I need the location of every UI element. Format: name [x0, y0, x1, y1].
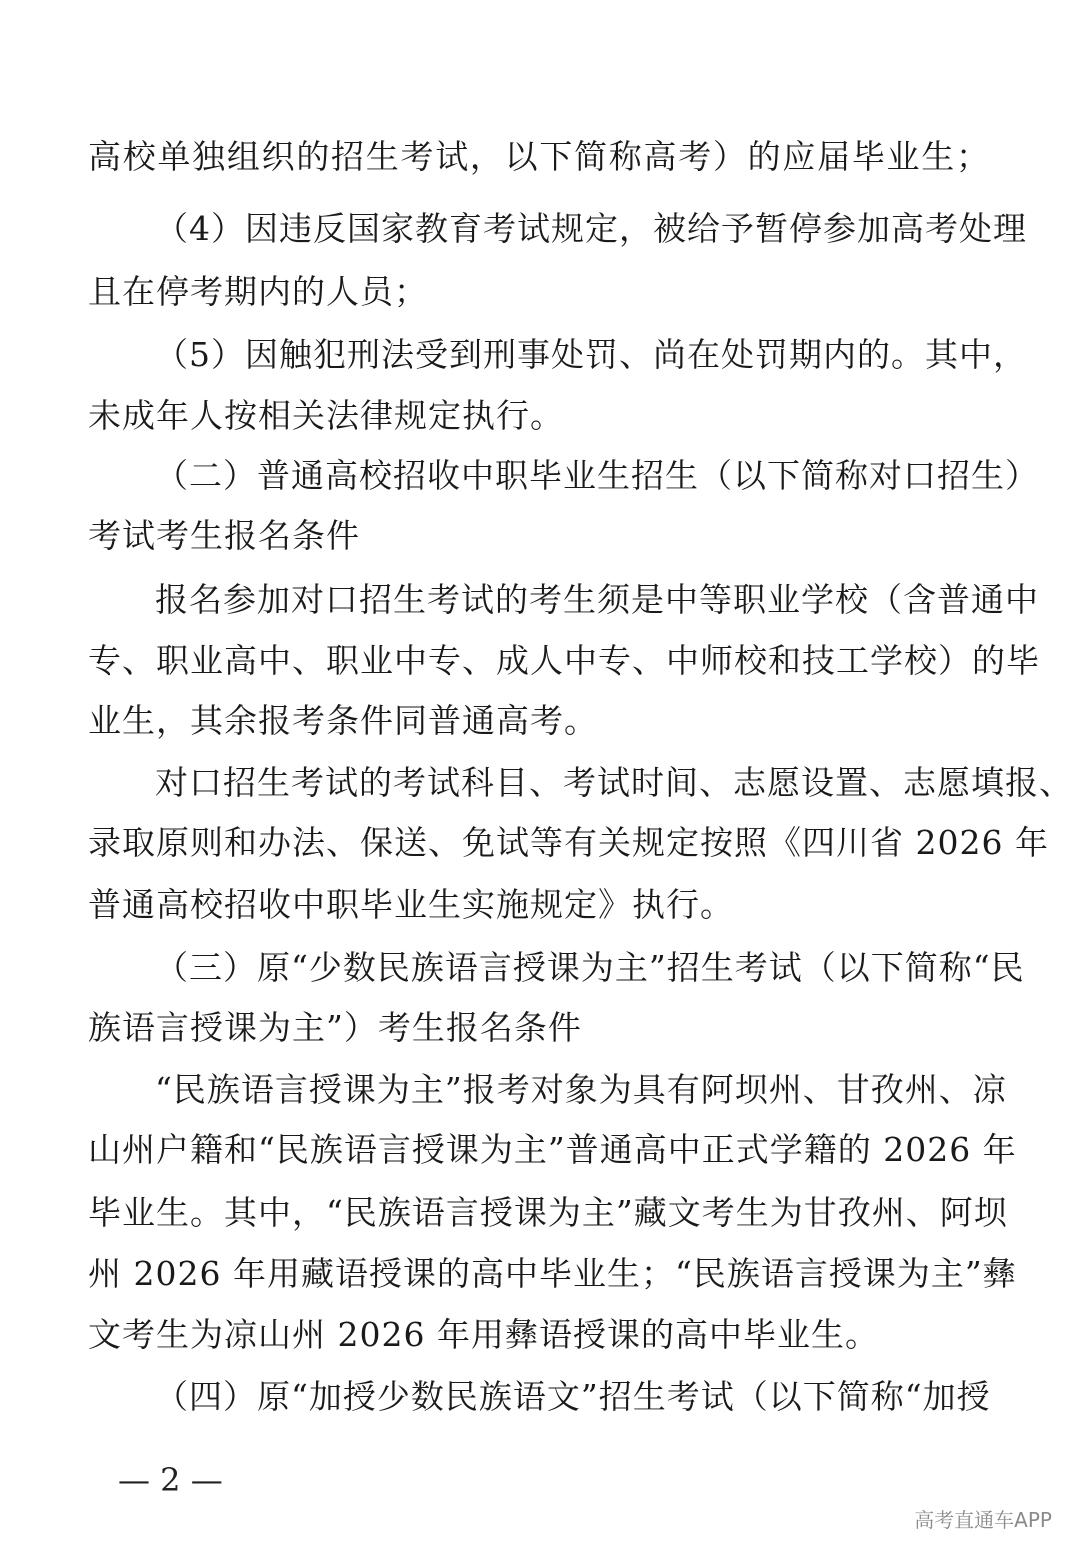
text-line-1: 高校单独组织的招生考试，以下简称高考）的应届毕业生； [88, 137, 990, 176]
section-heading-3: （三）原“少数民族语言授课为主”招生考试（以下简称“民 [155, 948, 1025, 987]
text-line-12: 录取原则和办法、保送、免试等有关规定按照《四川省 2026 年 [88, 823, 1049, 862]
text-line-5: 未成年人按相关法律规定执行。 [88, 396, 564, 435]
text-line-2: （4）因违反国家教育考试规定，被给予暂停参加高考处理 [155, 209, 1027, 248]
section-heading-3-cont: 族语言授课为主”）考生报名条件 [88, 1008, 582, 1047]
text-line-9: 专、职业高中、职业中专、成人中专、中师校和技工学校）的毕 [88, 641, 1040, 680]
section-heading-2-cont: 考试考生报名条件 [88, 516, 360, 555]
text-line-19: 州 2026 年用藏语授课的高中毕业生；“民族语言授课为主”彝 [88, 1254, 1017, 1293]
watermark-label: 高考直通车APP [914, 1508, 1052, 1532]
text-line-17: 山州户籍和“民族语言授课为主”普通高中正式学籍的 2026 年 [88, 1130, 1017, 1169]
page-number: — 2 — [118, 1461, 223, 1499]
text-line-10: 业生，其余报考条件同普通高考。 [88, 701, 598, 740]
text-line-13: 普通高校招收中职毕业生实施规定》执行。 [88, 885, 734, 924]
section-heading-2: （二）普通高校招收中职毕业生招生（以下简称对口招生） [155, 456, 1039, 495]
text-line-11: 对口招生考试的考试科目、考试时间、志愿设置、志愿填报、 [155, 763, 1073, 802]
text-line-18: 毕业生。其中，“民族语言授课为主”藏文考生为甘孜州、阿坝 [88, 1193, 1008, 1232]
section-heading-4: （四）原“加授少数民族语文”招生考试（以下简称“加授 [155, 1377, 991, 1416]
text-line-4: （5）因触犯刑法受到刑事处罚、尚在处罚期内的。其中， [155, 335, 1027, 374]
text-line-16: “民族语言授课为主”报考对象为具有阿坝州、甘孜州、凉 [155, 1070, 1007, 1109]
text-line-20: 文考生为凉山州 2026 年用彝语授课的高中毕业生。 [88, 1315, 879, 1354]
text-line-3: 且在停考期内的人员； [88, 272, 428, 311]
text-line-8: 报名参加对口招生考试的考生须是中等职业学校（含普通中 [155, 580, 1039, 619]
